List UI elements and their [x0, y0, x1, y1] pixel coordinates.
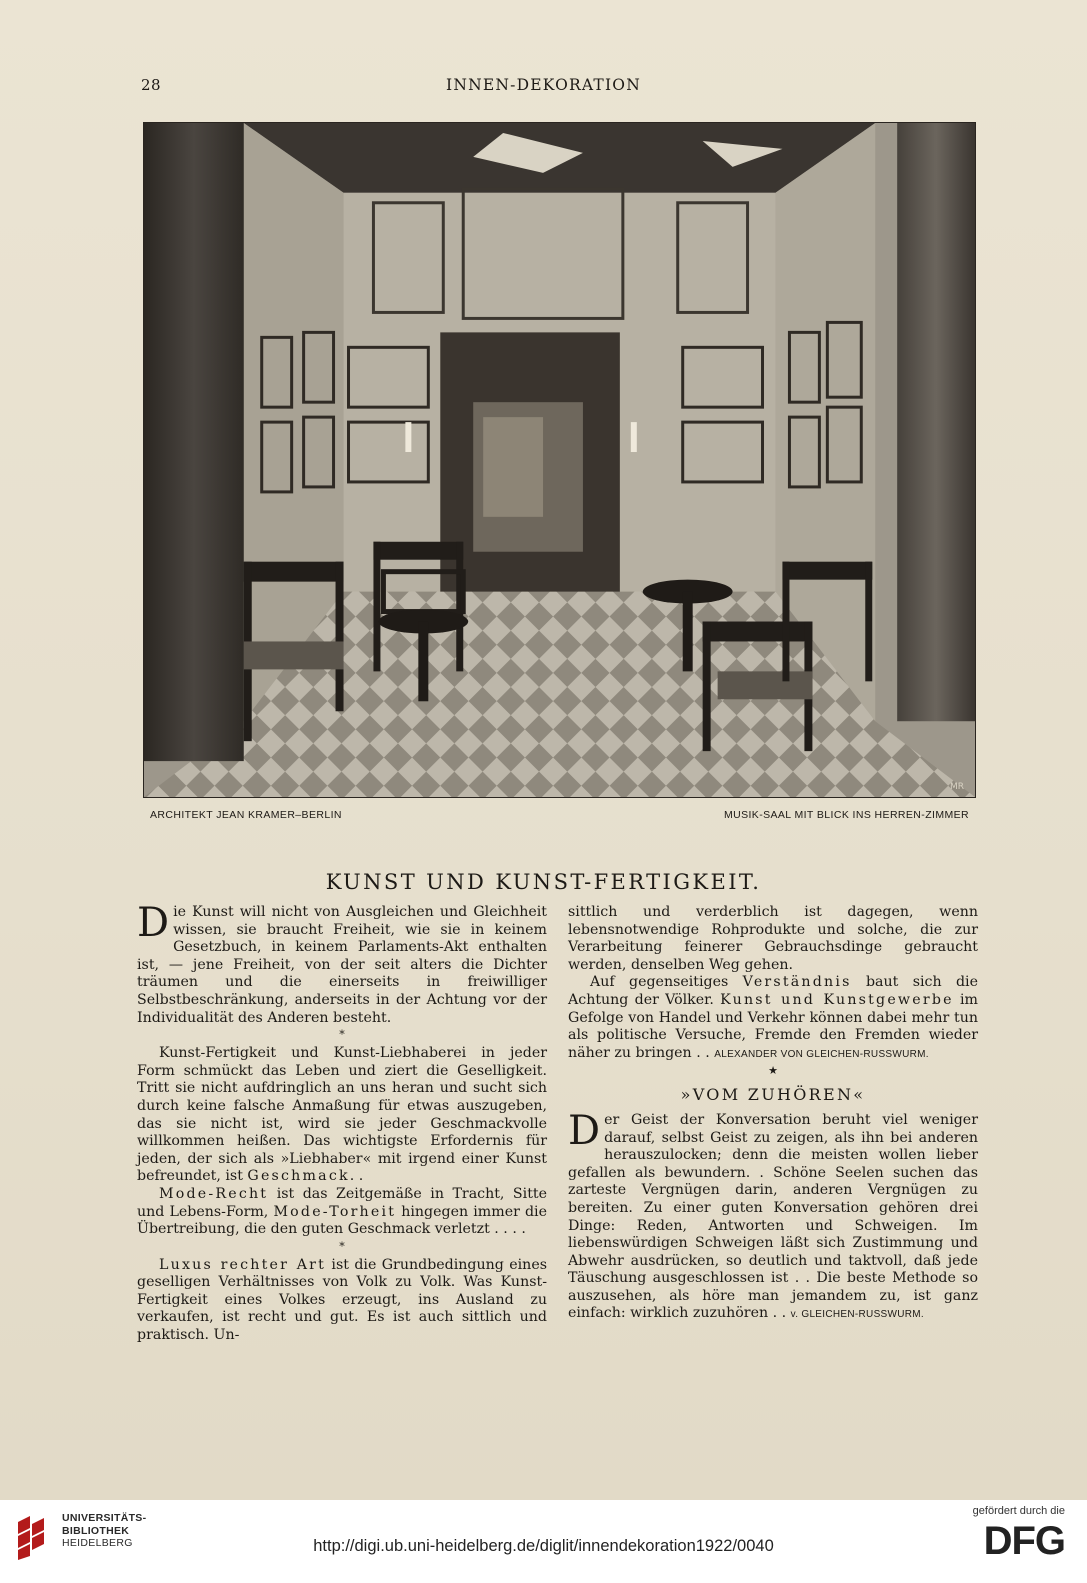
architect-caption: ARCHITEKT JEAN KRAMER–BERLIN: [150, 809, 342, 821]
section-divider-star: ★: [768, 1064, 778, 1078]
photo-title-caption: MUSIK-SAAL MIT BLICK INS HERREN-ZIMMER: [723, 809, 969, 821]
dfg-logo: DFG: [983, 1519, 1065, 1563]
source-url-link[interactable]: http://digi.ub.uni-heidelberg.de/diglit/innendekoration1922/0040: [313, 1537, 774, 1555]
page-number: 28: [141, 76, 162, 94]
author-signature: v. GLEICHEN-RUSSWURM.: [790, 1309, 924, 1321]
paragraph-kunst-fertigkeit: Kunst-Fertigkeit und Kunst-Liebhaberei in jeder Form schmückt das Leben und ziert die Geselligkeit. Tritt sie nicht aufdringlich an uns heran und sucht sich durch keine falsche Anmaßung für etwas auszugeben, das sie nicht ist, wird sie jeder Geschmackvolle willkommen heißen. Das wichtigste Erfordernis für jeden, der sich als »Liebhaber« mit irgend einer Kunst befreundet, ist Geschmack. .: [137, 1045, 547, 1185]
section-divider-star: *: [339, 1239, 345, 1253]
funding-note: gefördert durch die: [972, 1505, 1065, 1517]
dropcap: D: [568, 1107, 601, 1154]
interior-photograph: [143, 122, 976, 798]
paragraph-luxus: Luxus rechter Art ist die Grundbedingung eines geselligen Verhältnisses von Volk zu Volk. Was Kunst-Fertigkeit eines Volkes erzeugt, ins Ausland zu verkaufen, ist recht und gut. Es ist auch sittlich und praktisch. Un-: [137, 1256, 547, 1344]
section-subheading: »VOM ZUHÖREN«: [680, 1085, 866, 1105]
paragraph-verstaendnis: Auf gegenseitiges Verständnis baut sich die Achtung der Völker. Kunst und Kunstgewerbe im Gefolge von Handel und Verkehr können dabei mehr tun als politische Versuche, Fremde den Fremden wieder näher zu bringen . . ALEXANDER VON GLEICHEN-RUSSWURM.: [568, 974, 978, 1061]
photographer-monogram: MR: [950, 782, 965, 793]
paragraph-mode-recht: Mode-Recht ist das Zeitgemäße in Tracht, Sitte und Lebens-Form, Mode-Torheit hingegen immer die Übertreibung, die den guten Geschmack verletzt . . . .: [137, 1185, 547, 1238]
running-title: INNEN-DEKORATION: [446, 76, 641, 94]
article-title: KUNST UND KUNST-FERTIGKEIT.: [325, 870, 762, 894]
music-room-illustration: [144, 123, 975, 797]
paragraph-kunst-freiheit: Die Kunst will nicht von Ausgleichen und Gleichheit wissen, sie braucht Freiheit, wie sie in keinem Gesetzbuch, in keinem Parlaments-Akt enthalten ist, — jene Freiheit, von der seit alters die Dichter träumen und die einerseits in freiwilliger Selbstbeschränkung, anderseits in der Achtung vor der Individualität des Anderen besteht.: [137, 900, 547, 1026]
section-divider-star: *: [339, 1028, 345, 1042]
dropcap: D: [137, 900, 170, 946]
text-column-right: [568, 904, 978, 1324]
author-signature: ALEXANDER VON GLEICHEN-RUSSWURM.: [714, 1048, 929, 1060]
paragraph-konversation: Der Geist der Konversation beruht viel weniger darauf, selbst Geist zu zeigen, als ihn bei anderen herauszulocken; denn die meisten wollen lieber gefallen als bewundern. . Schöne Seelen suchen das zarteste Vergnügen darin, anderen Vergnügen zu bereiten. Zu einer guten Konversation gehören drei Dinge: Reden, Antworten und Schweigen. Im liebenswürdigen Schweigen läßt sich Zustimmung und Abwehr ausdrücken, so deutlich und taktvoll, daß jede Täuschung ausgeschlossen ist . . Die beste Methode so auszusehen, als höre man jemandem zu, ist ganz einfach: wirklich zuzuhören . . v. GLEICHEN-RUSSWURM.: [568, 1107, 978, 1322]
text-column-left: [137, 900, 547, 1345]
university-library-name: UNIVERSITÄTS- BIBLIOTHEK HEIDELBERG: [62, 1512, 147, 1549]
paragraph-sittlich: sittlich und verderblich ist dagegen, wenn lebensnotwendige Rohprodukte und solche, die zur Verarbeitung feinerer Gebrauchsdinge gebraucht werden, denselben Weg gehen.: [568, 904, 978, 973]
